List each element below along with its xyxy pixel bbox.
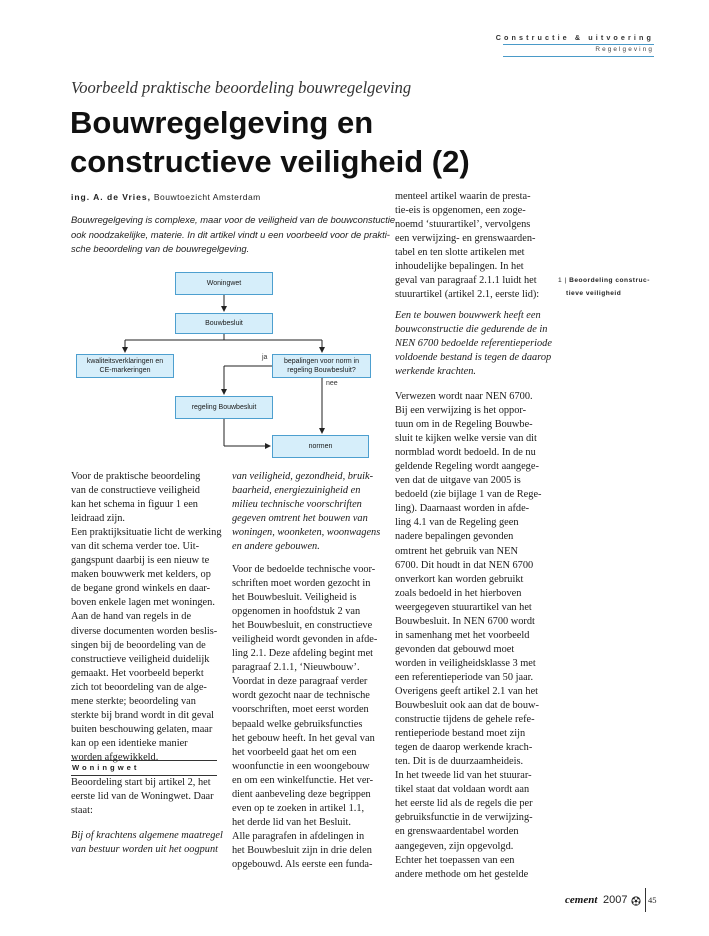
text-line: ling). Daarnaast worden in afde-: [395, 503, 530, 515]
text-line: het derde lid van het Besluit.: [232, 816, 351, 828]
text-line: kan op een identieke manier: [71, 737, 188, 749]
caption-line: 1 | Beoordeling construc-: [558, 277, 650, 284]
text-line: omtrent het gebruik van NEN: [395, 545, 518, 557]
text-line: Voor de bedoelde technische voor-: [232, 564, 376, 575]
text-line: kan het schema in figuur 1 een: [71, 499, 198, 511]
text-line: tikel staat dat voldaan wordt aan: [395, 784, 530, 796]
text-line: ling 2.1. Deze afdeling begint met: [232, 648, 374, 660]
text-line: het Bouwbesluit zijn in drie delen: [232, 844, 372, 856]
column-1-quote: [71, 829, 223, 857]
flower-icon: [631, 896, 641, 906]
column-1-continued: [71, 776, 214, 818]
quote-line: werkende krachten.: [395, 366, 476, 378]
subheading-woningwet: [71, 760, 217, 776]
text-line: geldende Regeling wordt aangege-: [395, 461, 539, 473]
text-line: sluit te kijken welke versie van dit: [395, 433, 537, 445]
text-line: maken bouwwerk met kelders, op: [71, 569, 211, 581]
text-line: gebruiksfunctie in de verwijzing-: [395, 812, 533, 824]
quote-line: van bestuur worden uit het oogpunt: [71, 844, 219, 856]
text-line: Echter het toepassen van een: [395, 854, 515, 866]
text-line: ten. Dit is de duurzaamheideis.: [395, 756, 524, 768]
text-line: bepaald welke gebruiksfuncties: [232, 718, 363, 730]
text-line: het gebouw heeft. In het geval van: [232, 732, 375, 744]
text-line: in samenhang met het voorbeeld: [395, 629, 530, 641]
column-3-quote: [395, 309, 552, 379]
quote-line: Een te bouwen bouwwerk heeft een: [395, 310, 541, 321]
text-line: Bouwbesluit. In NEN 6700 wordt: [395, 615, 535, 627]
affiliation: Bouwtoezicht Amsterdam: [153, 192, 261, 202]
text-line: een verwijzing- en grenswaarden-: [395, 233, 536, 245]
text-line: opgebouwd. Als eerste een funda-: [232, 858, 373, 870]
label-nee: nee: [326, 380, 338, 387]
text-line: paragraaf 2.1.1, ‘Nieuwbouw’.: [232, 662, 360, 674]
text-line: en grenswaardentabel worden: [395, 826, 519, 838]
issue-year: 2007: [603, 894, 628, 906]
text-line: constructieve veiligheid duidelijk: [71, 653, 210, 665]
text-line: Een praktijksituatie licht de werking: [71, 527, 222, 539]
quote-line: voldoende bestand is tegen de daarop: [395, 352, 552, 364]
quote-line: Bij of krachtens algemene maatregel: [71, 830, 223, 841]
intro-line: ook noodzakelijke, materie. In dit artikel vindt u een voorbeeld voor de prakti-: [71, 228, 390, 240]
text-line: noemd ‘stuurartikel’, vervolgens: [395, 219, 531, 231]
text-line: Aan de hand van regels in de: [71, 611, 192, 623]
text-line: tie-eis is opgenomen, een zoge-: [395, 205, 526, 217]
quote-line: NEN 6700 bedoelde referentieperiode: [395, 338, 552, 350]
subheading-text: Woningwet: [72, 763, 140, 772]
text-line: gevonden dat gebouwd moet: [395, 643, 515, 655]
text-line: inhoudelijke bepalingen. In het: [395, 261, 524, 273]
quote-line: en andere gebouwen.: [232, 541, 320, 553]
text-line: onverkort kan worden gebruikt: [395, 573, 524, 585]
text-line: tabel en ten slotte artikelen met: [395, 247, 525, 259]
text-line: normblad wordt bedoeld. In de nu: [395, 447, 536, 459]
text-line: stuurartikel (artikel 2.1, eerste lid):: [395, 289, 540, 301]
text-line: nadere bepalingen gevonden: [395, 531, 514, 543]
text-line: een referentieperiode van 50 jaar.: [395, 671, 534, 683]
quote-line: baarheid, energiezuinigheid en: [232, 485, 361, 497]
column-1-body: [71, 470, 222, 765]
text-line: 6700. Dit houdt in dat NEN 6700: [395, 559, 534, 571]
text-line: woonfunctie in een woongebouw: [232, 760, 370, 772]
label-ja: ja: [262, 354, 268, 361]
subsection-label: Regelgeving: [595, 46, 654, 53]
column-3-body: [395, 390, 541, 882]
title-line: constructieve veiligheid (2): [70, 144, 470, 179]
text-line: van dit schema verder toe. Uit-: [71, 541, 200, 553]
text-line: bedoeld (zie bijlage 1 van de Rege-: [395, 489, 542, 501]
intro-line: Bouwregelgeving is complexe, maar voor de veiligheid van de bouwconstuctie: [71, 214, 396, 225]
node-normen: normen: [272, 435, 369, 458]
quote-line: gegeven omtrent het bouwen van: [232, 513, 368, 525]
text-line: geval van paragraaf 2.1.1 luidt het: [395, 275, 537, 287]
text-line: Voor de praktische beoordeling: [71, 471, 201, 482]
text-line: het Bouwbesluit, en constructieve: [232, 620, 373, 632]
column-2-body: [232, 563, 377, 872]
text-line: van de constructieve veiligheid: [71, 485, 200, 497]
text-line: even op te zoeken in artikel 1.1,: [232, 802, 365, 814]
text-line: Beoordeling start bij artikel 2, het: [71, 777, 211, 788]
text-line: singen bij de beoordeling van de: [71, 639, 206, 651]
text-line: tegen de daarop werkende krach-: [395, 742, 533, 754]
text-line: tuun om in de Regeling Bouwbe-: [395, 419, 533, 431]
article-kicker: Voorbeeld praktische beoordeling bouwregelgeving: [71, 78, 412, 97]
text-line: en om een winkelfunctie. Het ver-: [232, 774, 374, 786]
text-line: worden afgewikkeld.: [71, 751, 159, 763]
text-line: sterkte bij brand wordt in dit geval: [71, 709, 215, 721]
node-bouwbesluit: Bouwbesluit: [175, 313, 273, 334]
text-line: Bouwbesluit ook aan dat de bouw-: [395, 700, 539, 712]
node-label: regeling Bouwbesluit?: [287, 367, 356, 374]
text-line: weergegeven stuurartikel van het: [395, 601, 532, 613]
text-line: constructie tijdens de gehele refe-: [395, 714, 535, 726]
title-line: Bouwregelgeving en: [70, 105, 374, 140]
node-regeling-bouwbesluit: regeling Bouwbesluit: [175, 396, 273, 419]
text-line: gangspunt daarbij is een nieuw te: [71, 555, 210, 567]
text-line: Overigens geeft artikel 2.1 van het: [395, 685, 539, 697]
text-line: wordt gezocht naar de technische: [232, 690, 370, 702]
author: ing. A. de Vries,: [71, 192, 151, 202]
text-line: aangegeven, zijn opgevolgd.: [395, 840, 514, 852]
magazine-name: cement: [565, 894, 598, 906]
quote-line: bouwconstructie die gedurende de in: [395, 324, 548, 336]
text-line: In het tweede lid van het stuurar-: [395, 770, 532, 782]
text-line: ling 4.1 van de Regeling geen: [395, 517, 519, 529]
caption-text: tieve veiligheid: [566, 290, 622, 297]
text-line: ven dat de uitgave van 2005 is: [395, 475, 521, 487]
node-woningwet: Woningwet: [175, 272, 273, 295]
node-label: CE-markeringen: [99, 367, 151, 374]
intro-line: sche beoordeling van de bouwregelgeving.: [71, 243, 250, 254]
text-line: rentieperiode bestand moet zijn: [395, 728, 526, 740]
figure-number: 1: [558, 277, 563, 284]
text-line: gemaakt. Het voorbeeld beperkt: [71, 667, 204, 679]
text-line: veiligheid wordt gevonden in afde-: [232, 634, 378, 646]
text-line: boven enkele lagen met woningen.: [71, 597, 215, 609]
caption-text: Beoordeling construc-: [569, 277, 650, 284]
text-line: buiten beschouwing gelaten, maar: [71, 723, 213, 735]
caption-line: [558, 287, 650, 300]
text-line: het Bouwbesluit. Veiligheid is: [232, 592, 357, 604]
node-kwaliteitsverklaringen: [76, 354, 174, 378]
text-line: staat:: [71, 805, 93, 817]
page-number: 45: [648, 895, 657, 905]
text-line: schriften moet worden gezocht in: [232, 578, 371, 590]
text-line: voorschriften, moet eerst worden: [232, 704, 369, 716]
text-line: zoals bedoeld in het hierboven: [395, 587, 522, 599]
node-bepalingen: [272, 354, 371, 378]
text-line: eerste lid van de Woningwet. Daar: [71, 791, 214, 803]
text-line: de begane grond winkels en daar-: [71, 583, 211, 595]
text-line: Alle paragrafen in afdelingen in: [232, 830, 365, 842]
node-label: kwaliteitsverklaringen en: [86, 357, 164, 365]
quote-line: milieu technische voorschriften: [232, 499, 362, 511]
section-label: Constructie & uitvoering: [495, 33, 654, 42]
text-line: Verwezen wordt naar NEN 6700.: [395, 391, 533, 402]
footer-rule: [645, 888, 646, 912]
text-line: opgenomen in hoofdstuk 2 van: [232, 606, 361, 618]
column-3-top: [395, 190, 539, 302]
text-line: Bij een verwijzing is het oppor-: [395, 405, 527, 417]
text-line: Voordat in deze paragraaf verder: [232, 676, 368, 688]
text-line: het voorbeeld gaat het om een: [232, 746, 357, 758]
text-line: diverse documenten worden beslis-: [71, 625, 218, 637]
text-line: worden in veiligheidsklasse 3 met: [395, 657, 536, 669]
node-label: bepalingen voor norm in: [283, 357, 360, 365]
text-line: mene sterkte; beoordeling van: [71, 695, 196, 707]
quote-line: van veiligheid, gezondheid, bruik-: [232, 471, 374, 482]
figure-caption: [558, 274, 650, 300]
text-line: dient aanbeveling deze begrippen: [232, 788, 371, 800]
text-line: andere methode om het gestelde: [395, 868, 529, 880]
text-line: zich tot beoordeling van de alge-: [71, 681, 207, 693]
quote-line: woningen, woonketen, woonwagens: [232, 527, 381, 539]
text-line: menteel artikel waarin de presta-: [395, 191, 531, 202]
text-line: leidraad zijn.: [71, 513, 125, 525]
text-line: het eerste lid als de regels die per: [395, 798, 533, 810]
column-2-quote: [232, 470, 380, 554]
